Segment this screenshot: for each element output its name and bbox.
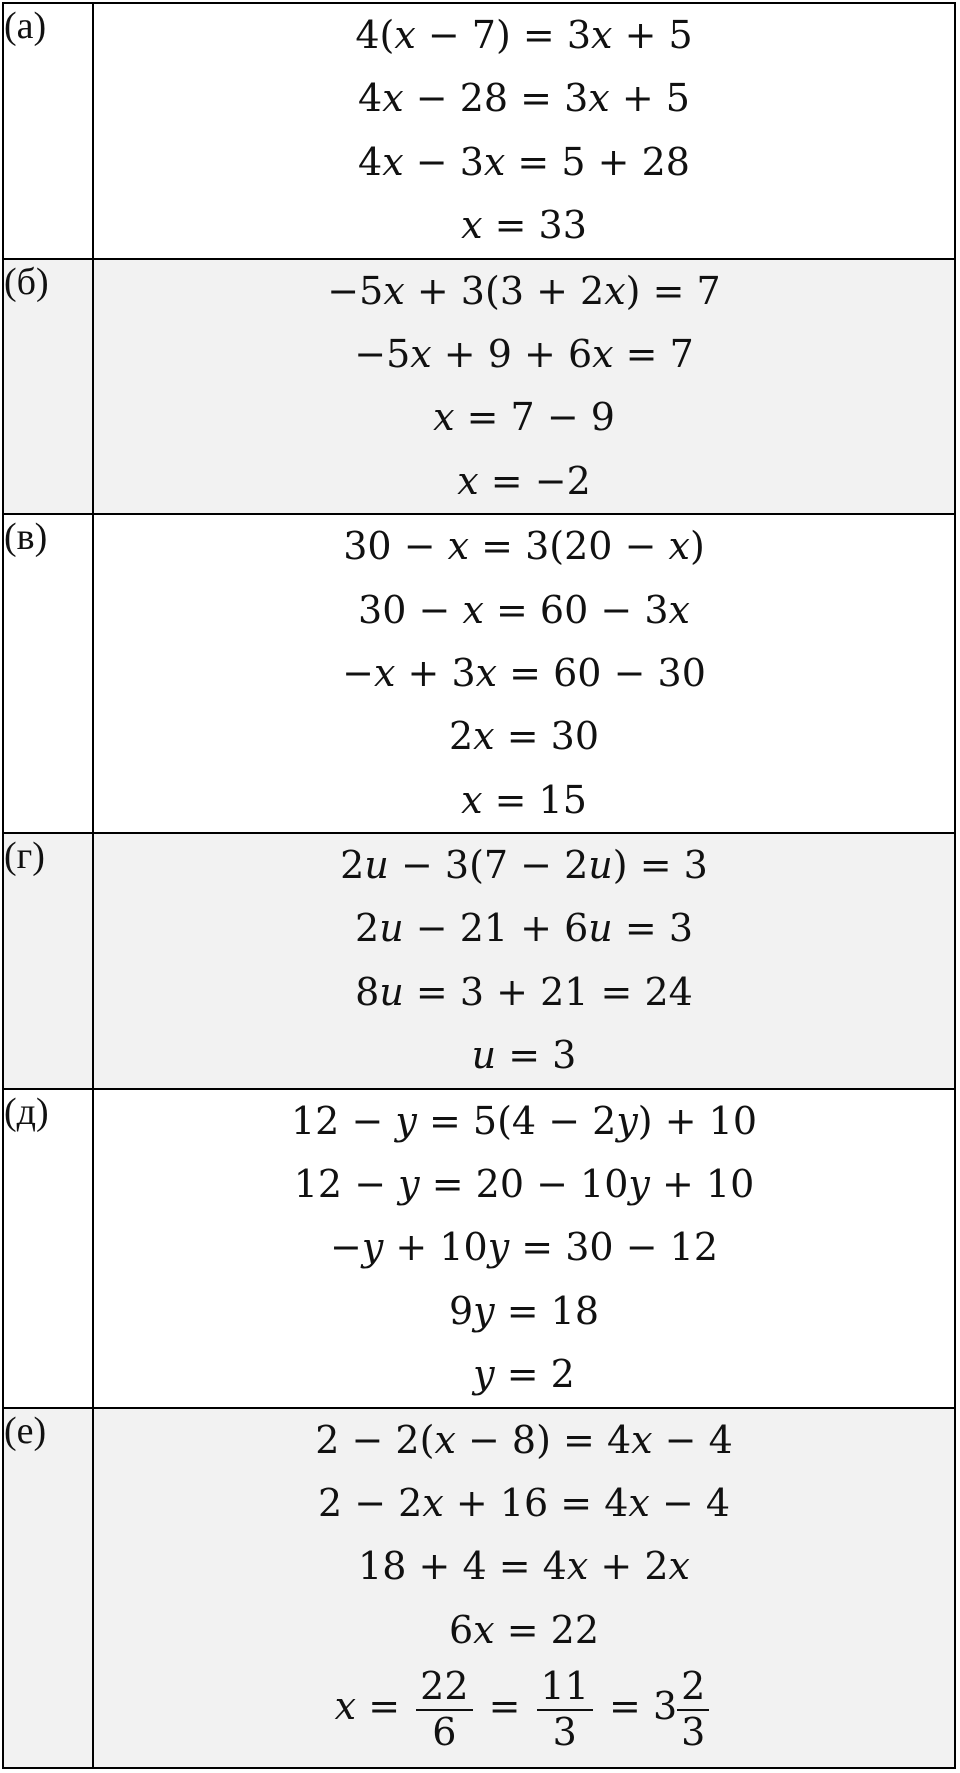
equation-line: 8u = 3 + 21 = 24 xyxy=(355,969,693,1014)
row-label: (а) xyxy=(3,3,93,259)
equation-line: −x + 3x = 60 − 30 xyxy=(342,650,706,695)
fraction-denominator: 3 xyxy=(552,1709,577,1754)
row-label: (в) xyxy=(3,514,93,833)
equation-line: 2x = 30 xyxy=(448,714,600,759)
equation-line: 9y = 18 xyxy=(448,1288,600,1333)
table-row xyxy=(3,3,955,259)
fraction-denominator: 3 xyxy=(681,1709,706,1754)
fraction-22-6 xyxy=(416,1663,472,1754)
fraction-numerator: 11 xyxy=(537,1667,593,1711)
fraction-denominator: 6 xyxy=(432,1709,457,1754)
equation-line: 4x − 3x = 5 + 28 xyxy=(358,139,690,184)
table-row xyxy=(3,833,955,1089)
equation-line: 18 + 4 = 4x + 2x xyxy=(358,1544,690,1589)
fraction-11-3 xyxy=(537,1663,593,1754)
equation-line: 12 − y = 20 − 10y + 10 xyxy=(293,1162,755,1207)
row-label: (б) xyxy=(3,259,93,515)
equation-line: 2u − 21 + 6u = 3 xyxy=(355,906,693,951)
equation-line: 2 − 2x + 16 = 4x − 4 xyxy=(317,1480,731,1525)
table-row xyxy=(3,514,955,833)
equation-line: 30 − x = 3(20 − x) xyxy=(343,524,705,569)
fraction-numerator: 22 xyxy=(416,1667,472,1711)
row-label: (е) xyxy=(3,1408,93,1768)
equation-line: x = 33 xyxy=(461,203,587,248)
equation-line: x = 7 − 9 xyxy=(433,395,615,440)
table-row xyxy=(3,259,955,515)
answer-lhs: x = xyxy=(334,1684,401,1729)
equation-line: −5x + 3(3 + 2x) = 7 xyxy=(327,268,721,313)
solutions-table xyxy=(2,2,956,1769)
equation-line: 6x = 22 xyxy=(448,1607,600,1652)
equation-line: −5x + 9 + 6x = 7 xyxy=(354,331,694,376)
fraction-numerator: 2 xyxy=(677,1667,709,1711)
equation-cell xyxy=(93,833,955,1089)
equation-line: 2u − 3(7 − 2u) = 3 xyxy=(340,843,708,888)
row-label: (д) xyxy=(3,1089,93,1408)
equation-cell xyxy=(93,3,955,259)
equation-line: 4(x − 7) = 3x + 5 xyxy=(355,13,693,57)
row-label: (г) xyxy=(3,833,93,1089)
table-row xyxy=(3,1089,955,1408)
final-answer-line xyxy=(94,1662,954,1754)
equation-line: x = −2 xyxy=(457,458,591,503)
equals-sign: = xyxy=(488,1684,521,1729)
equation-line: x = 15 xyxy=(461,777,587,822)
equation-line: y = 2 xyxy=(473,1352,575,1397)
fraction-2-3 xyxy=(677,1663,709,1754)
equation-line: −y + 10y = 30 − 12 xyxy=(330,1225,718,1270)
equation-cell xyxy=(93,514,955,833)
equation-line: 2 − 2(x − 8) = 4x − 4 xyxy=(315,1417,733,1462)
equation-line: 4x − 28 = 3x + 5 xyxy=(358,76,690,121)
equation-cell xyxy=(93,1408,955,1768)
mixed-number-whole: = 3 xyxy=(609,1684,678,1729)
equation-cell xyxy=(93,259,955,515)
table-row xyxy=(3,1408,955,1768)
equation-line: u = 3 xyxy=(471,1033,577,1078)
equation-line: 12 − y = 5(4 − 2y) + 10 xyxy=(290,1098,758,1143)
equation-line: 30 − x = 60 − 3x xyxy=(358,587,690,632)
equation-cell xyxy=(93,1089,955,1408)
